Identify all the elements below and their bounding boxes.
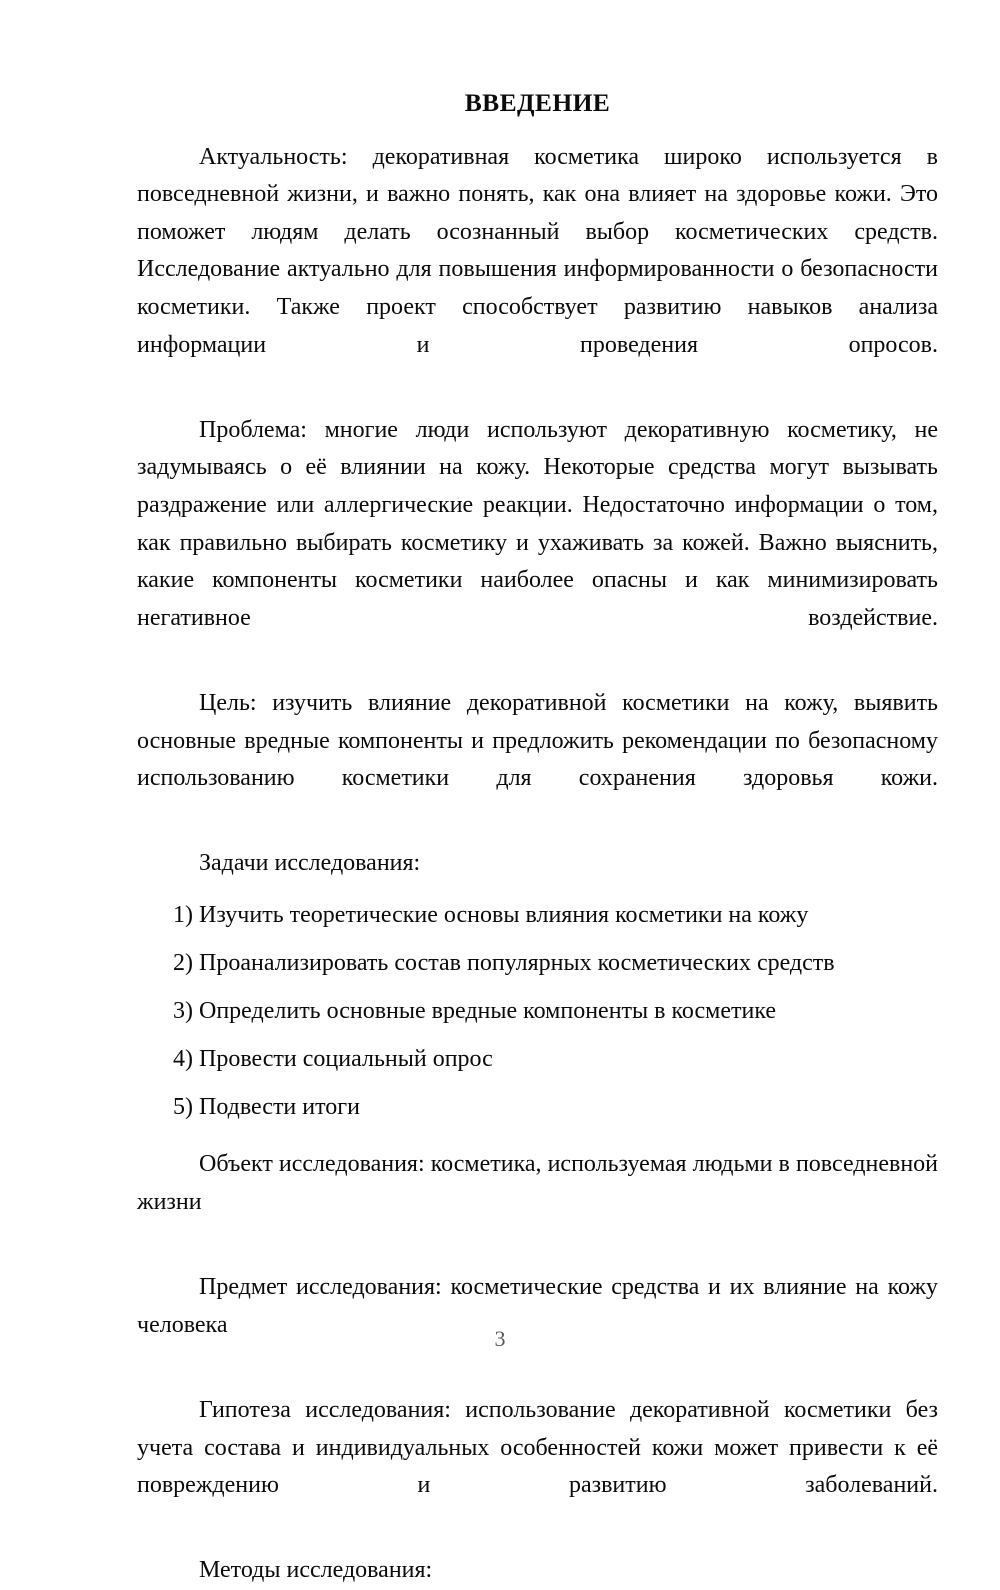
list-item-label: Проанализировать состав популярных косметических средств <box>199 949 835 976</box>
paragraph-problem: Проблема: многие люди используют декоративную косметику, не задумываясь о её влиянии на кожу. Некоторые средства могут вызывать раздражение или аллергические реакции. Недостаточно информации о том, как правильно выбирать косметику и ухаживать за кожей. Важно выяснить, какие компоненты косметики наиболее опасны и как минимизировать негативное воздействие. <box>137 416 938 631</box>
paragraph-spacer <box>137 1137 938 1146</box>
list-item <box>137 993 938 1031</box>
tasks-label: Задачи исследования: <box>199 850 421 877</box>
document-body <box>137 88 938 1590</box>
paragraph-goal: Цель: изучить влияние декоративной косметики на кожу, выявить основные вредные компоненты и предложить рекомендации по безопасному использованию косметики для сохранения здоровья кожи. <box>137 689 938 792</box>
page-number: 3 <box>494 1326 506 1351</box>
paragraph-hypothesis: Гипотеза исследования: использование декоративной косметики без учета состава и индивидуальных особенностей кожи может привести к её повреждению и развитию заболеваний. <box>137 1396 938 1499</box>
list-item-number: 2) <box>173 949 193 976</box>
list-item-number: 5) <box>173 1094 193 1121</box>
paragraph-relevance: Актуальность: декоративная косметика широко используется в повседневной жизни, и важно понять, как она влияет на здоровье кожи. Это поможет людям делать осознанный выбор косметических средств. Исследование актуально для повышения информированности о безопасности косметики. Также проект способствует развитию навыков анализа информации и проведения опросов. <box>137 143 938 358</box>
list-item-number: 3) <box>173 998 193 1025</box>
paragraph-spacer <box>137 1383 938 1392</box>
list-item-label: Подвести итоги <box>199 1094 360 1121</box>
paragraph-spacer <box>137 676 938 685</box>
paragraph-object: Объект исследования: косметика, используемая людьми в повседневной жизни <box>137 1151 938 1215</box>
list-spacer <box>137 883 938 897</box>
list-item-label: Изучить теоретические основы влияния косметики на кожу <box>199 901 809 928</box>
paragraph-spacer <box>137 403 938 412</box>
list-item-number: 1) <box>173 901 193 928</box>
list-item <box>137 897 938 935</box>
list-item-label: Провести социальный опрос <box>199 1046 493 1073</box>
tasks-list <box>137 897 938 1127</box>
list-item <box>137 945 938 983</box>
list-item-label: Определить основные вредные компоненты в косметике <box>199 998 777 1025</box>
list-item-number: 4) <box>173 1046 193 1073</box>
list-item <box>137 1089 938 1127</box>
paragraph-subject: Предмет исследования: косметические средства и их влияние на кожу человека <box>137 1274 938 1338</box>
paragraph-spacer <box>137 836 938 845</box>
paragraph-spacer <box>137 1543 938 1552</box>
page-title: ВВЕДЕНИЕ <box>464 88 611 117</box>
paragraph-spacer <box>137 1260 938 1269</box>
methods-label: Методы исследования: <box>199 1557 433 1584</box>
list-item <box>137 1041 938 1079</box>
